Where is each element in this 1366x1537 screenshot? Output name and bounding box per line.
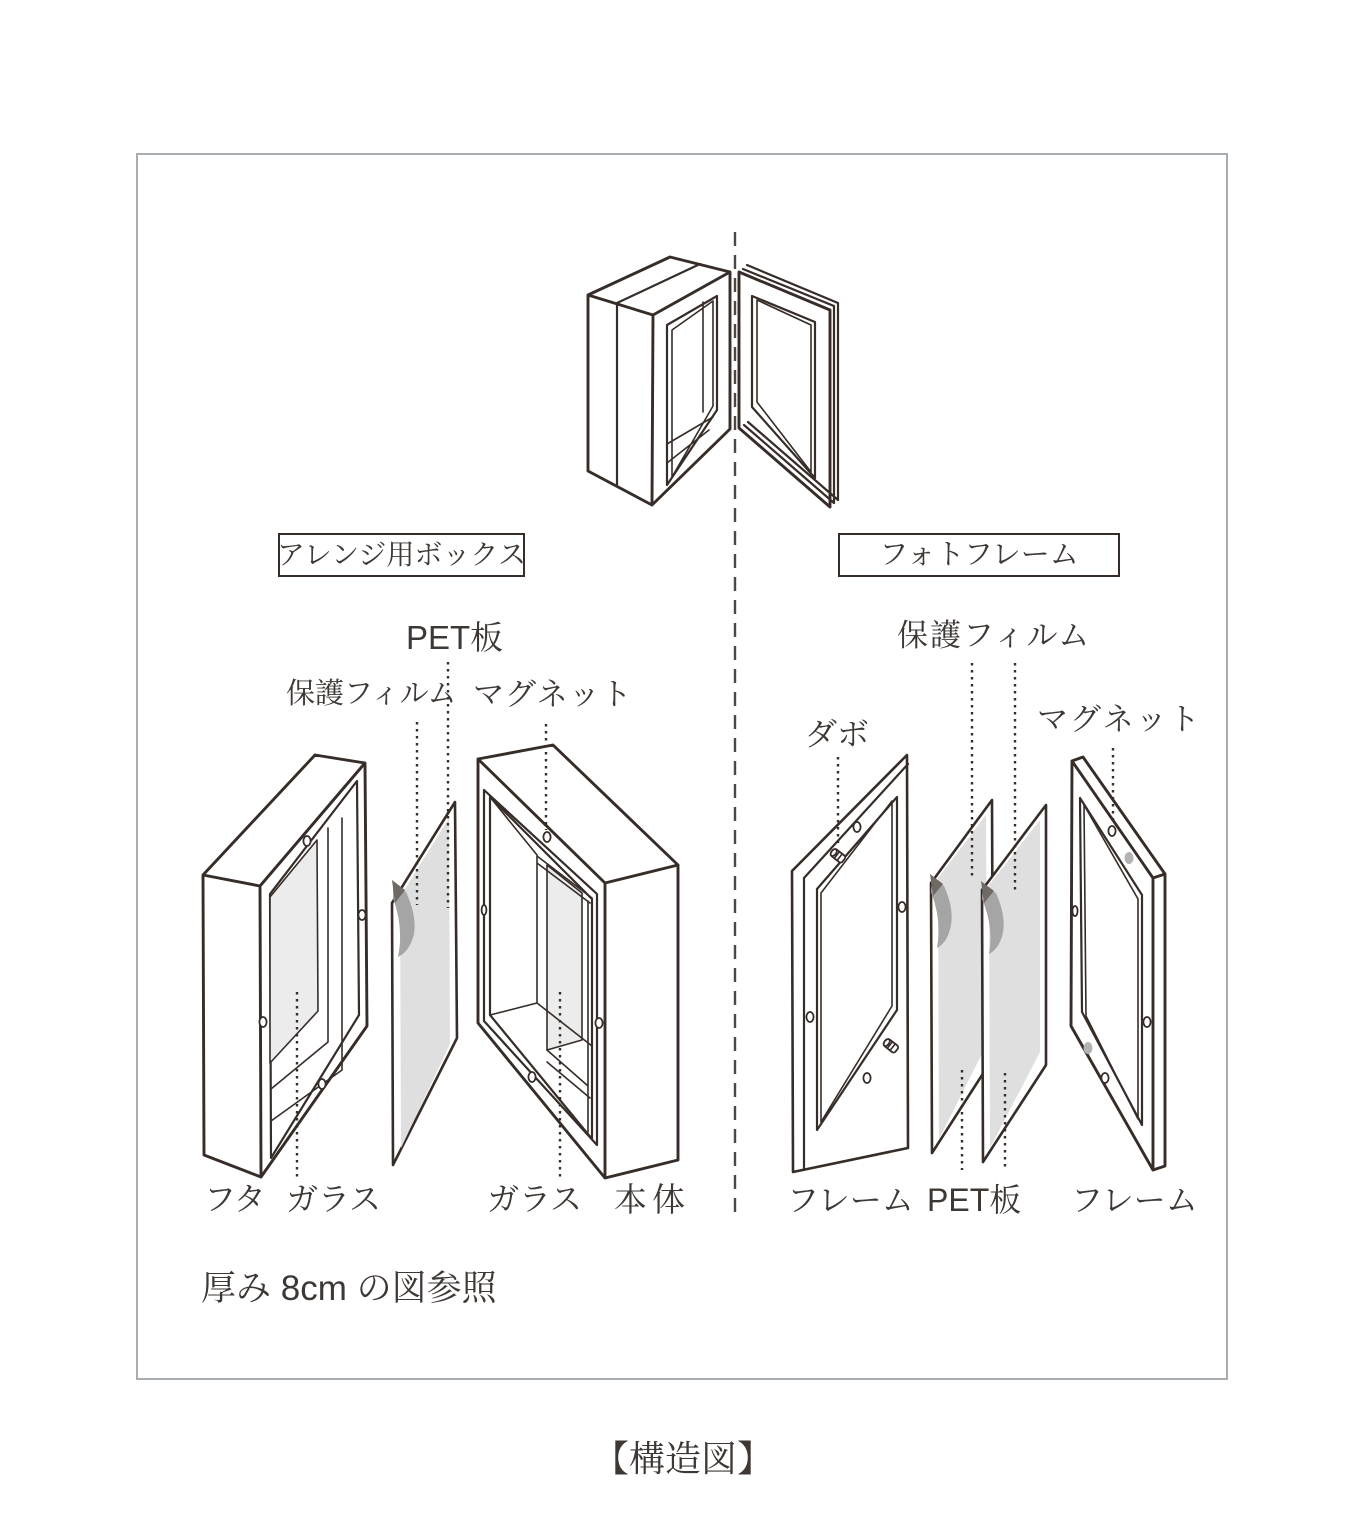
screw-hole bbox=[898, 902, 905, 912]
magnet-hole bbox=[543, 832, 550, 842]
frame-right-drawing bbox=[1071, 757, 1165, 1170]
pet-sheet-drawing bbox=[930, 800, 1046, 1162]
magnet-hole bbox=[528, 1072, 535, 1082]
label-magnet-right: マグネット bbox=[1037, 702, 1202, 737]
magnet-dot bbox=[1084, 1042, 1093, 1054]
screw-hole bbox=[806, 1012, 813, 1022]
screw-hole bbox=[863, 1073, 870, 1083]
label-magnet-left: マグネット bbox=[473, 677, 633, 712]
label-pet-board-left: PET板 bbox=[406, 619, 504, 656]
left-section-title: アレンジ用ボックス bbox=[278, 533, 525, 577]
label-lid: フタ bbox=[204, 1181, 266, 1217]
screw-hole bbox=[1143, 1017, 1150, 1027]
label-dowel: ダボ bbox=[805, 716, 870, 752]
label-body: 本体 bbox=[614, 1181, 690, 1218]
magnet-hole bbox=[595, 1018, 602, 1028]
film-sheet-drawing bbox=[392, 802, 457, 1165]
screw-hole bbox=[358, 910, 365, 920]
screw-hole bbox=[1108, 826, 1115, 836]
diagram-caption: 【構造図】 bbox=[592, 1438, 773, 1479]
label-glass-body: ガラス bbox=[487, 1181, 583, 1217]
label-frame-right: フレーム bbox=[1071, 1182, 1198, 1218]
label-protective-film-left: 保護フィルム bbox=[286, 678, 457, 710]
open-box-drawing bbox=[588, 257, 838, 507]
frame-left-drawing bbox=[792, 755, 908, 1172]
label-glass-lid: ガラス bbox=[286, 1181, 382, 1217]
screw-hole bbox=[259, 1017, 266, 1027]
right-section-title: フォトフレーム bbox=[838, 533, 1120, 577]
body-drawing bbox=[478, 745, 678, 1178]
label-frame-left: フレーム bbox=[787, 1182, 914, 1218]
lid-drawing bbox=[203, 755, 367, 1177]
screw-hole bbox=[1101, 1073, 1108, 1083]
thickness-note: 厚み 8cm の図参照 bbox=[201, 1269, 497, 1308]
label-protective-film-right: 保護フィルム bbox=[897, 618, 1092, 653]
label-pet-board-right: PET板 bbox=[927, 1182, 1022, 1218]
screw-hole bbox=[1072, 906, 1077, 916]
magnet-dot bbox=[1125, 852, 1134, 864]
screw-hole bbox=[318, 1079, 325, 1089]
screw-hole bbox=[303, 836, 310, 846]
screw-hole bbox=[853, 822, 860, 832]
magnet-hole bbox=[482, 905, 487, 915]
